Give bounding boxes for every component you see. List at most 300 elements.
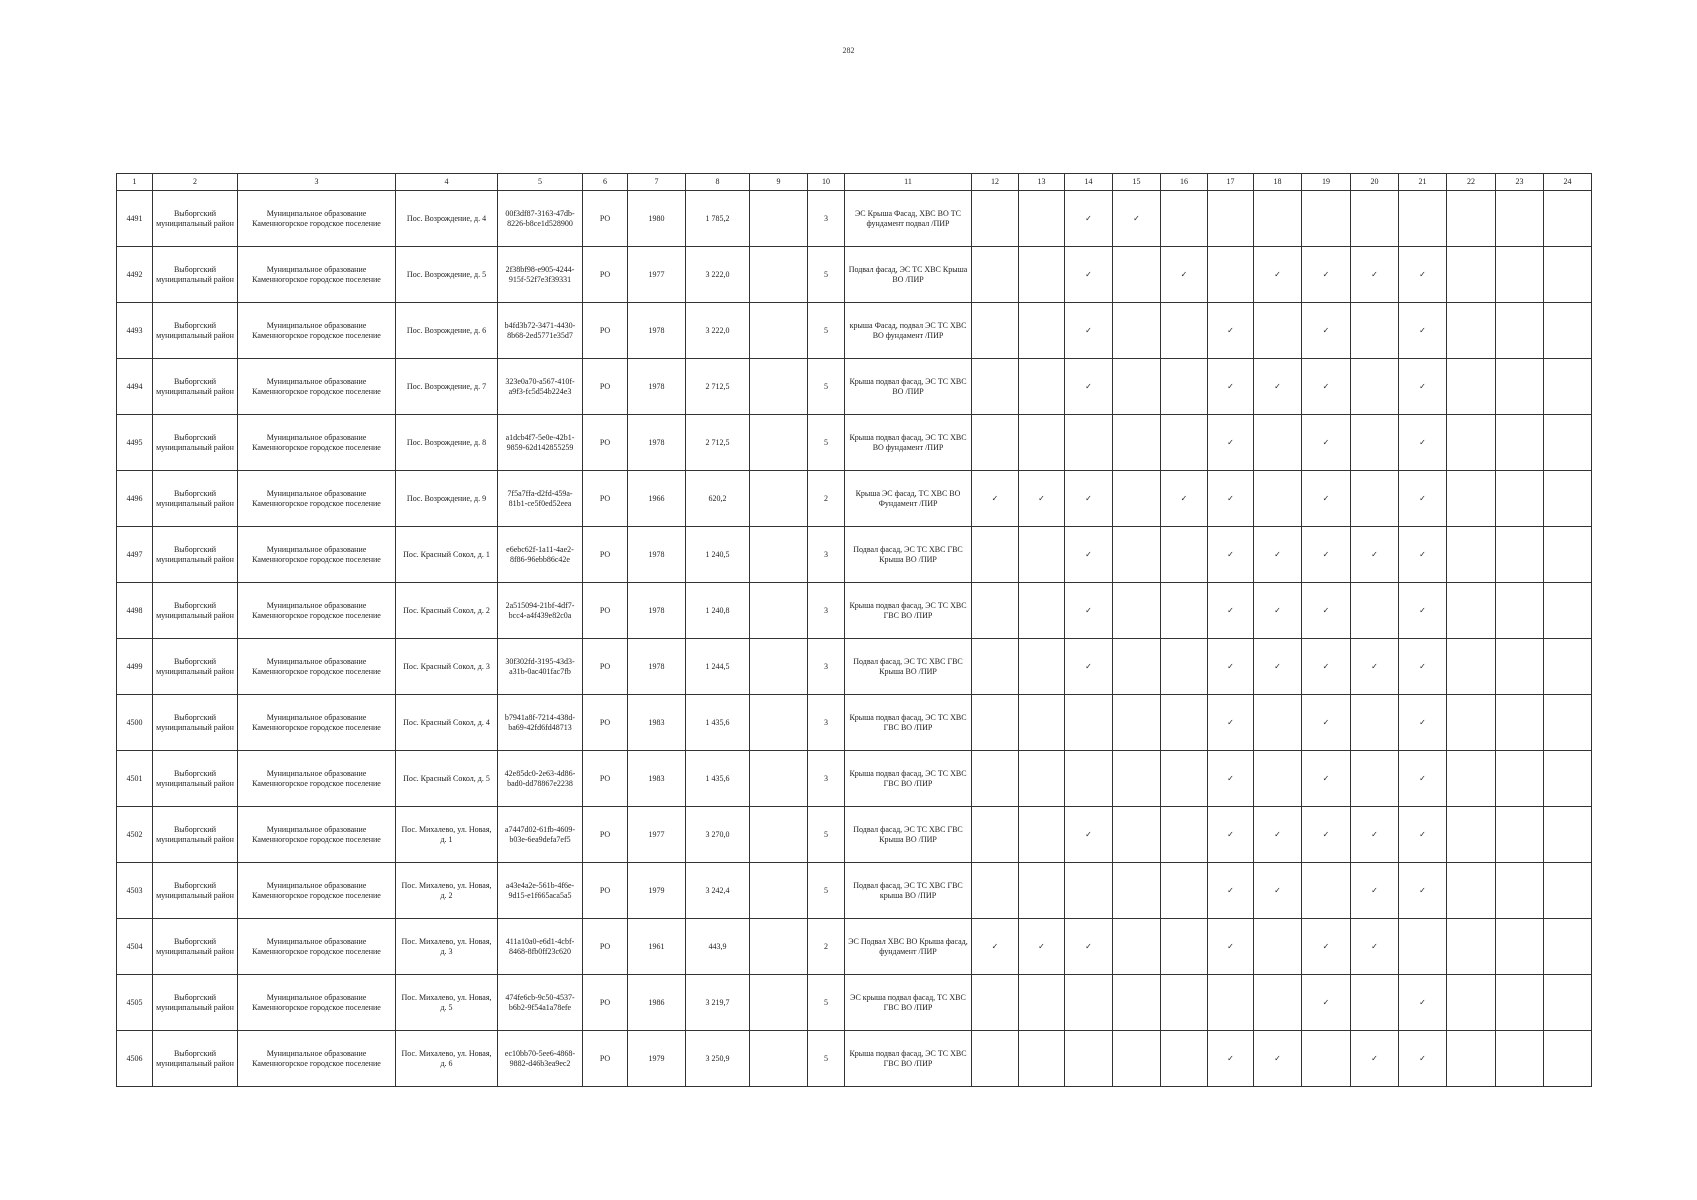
col9-cell	[750, 359, 808, 415]
guid-cell: 42e85dc0-2e63-4d86-bad0-dd78867e2238	[498, 751, 583, 807]
check-mark-icon: ✓	[1254, 639, 1302, 695]
empty-check-cell	[1254, 919, 1302, 975]
check-mark-icon: ✓	[1302, 471, 1351, 527]
empty-check-cell	[1161, 359, 1208, 415]
year-cell: 1961	[628, 919, 686, 975]
check-mark-icon: ✓	[1254, 863, 1302, 919]
floors-cell: 3	[808, 527, 845, 583]
check-mark-icon: ✓	[1351, 1031, 1399, 1087]
empty-check-cell	[1161, 527, 1208, 583]
row-number: 4506	[117, 1031, 153, 1087]
empty-check-cell	[1544, 919, 1592, 975]
empty-check-cell	[972, 1031, 1019, 1087]
col9-cell	[750, 415, 808, 471]
check-mark-icon: ✓	[1302, 527, 1351, 583]
table-row	[117, 191, 1592, 247]
row-number: 4503	[117, 863, 153, 919]
empty-check-cell	[1351, 191, 1399, 247]
empty-check-cell	[1447, 975, 1496, 1031]
empty-check-cell	[1019, 415, 1065, 471]
municipality-cell: Муниципальное образование Каменногорское городское поселение	[238, 415, 396, 471]
empty-check-cell	[1302, 191, 1351, 247]
row-number: 4493	[117, 303, 153, 359]
column-header: 11	[845, 174, 972, 191]
empty-check-cell	[1254, 751, 1302, 807]
check-mark-icon: ✓	[1065, 247, 1113, 303]
table-row	[117, 359, 1592, 415]
year-cell: 1979	[628, 1031, 686, 1087]
year-cell: 1980	[628, 191, 686, 247]
guid-cell: b4fd3b72-3471-4430-8b68-2ed5771e35d7	[498, 303, 583, 359]
empty-check-cell	[1496, 807, 1544, 863]
floors-cell: 2	[808, 471, 845, 527]
empty-check-cell	[1019, 863, 1065, 919]
table-row	[117, 471, 1592, 527]
empty-check-cell	[1065, 695, 1113, 751]
form-cell: РО	[583, 639, 628, 695]
check-mark-icon: ✓	[1208, 919, 1254, 975]
column-header: 20	[1351, 174, 1399, 191]
address-cell: Пос. Возрождение, д. 8	[396, 415, 498, 471]
district-cell: Выборгский муниципальный район	[153, 807, 238, 863]
area-cell: 1 240,5	[686, 527, 750, 583]
empty-check-cell	[1399, 191, 1447, 247]
address-cell: Пос. Красный Сокол, д. 4	[396, 695, 498, 751]
table-row	[117, 247, 1592, 303]
empty-check-cell	[1496, 975, 1544, 1031]
column-header: 7	[628, 174, 686, 191]
empty-check-cell	[1019, 583, 1065, 639]
check-mark-icon: ✓	[1208, 807, 1254, 863]
col9-cell	[750, 975, 808, 1031]
empty-check-cell	[1351, 695, 1399, 751]
year-cell: 1983	[628, 695, 686, 751]
check-mark-icon: ✓	[1254, 1031, 1302, 1087]
area-cell: 3 270,0	[686, 807, 750, 863]
area-cell: 1 435,6	[686, 751, 750, 807]
col9-cell	[750, 695, 808, 751]
guid-cell: 30f302fd-3195-43d3-a31b-0ac401fac7fb	[498, 639, 583, 695]
col9-cell	[750, 807, 808, 863]
check-mark-icon: ✓	[1065, 359, 1113, 415]
district-cell: Выборгский муниципальный район	[153, 303, 238, 359]
empty-check-cell	[1065, 975, 1113, 1031]
empty-check-cell	[1113, 639, 1161, 695]
column-header: 6	[583, 174, 628, 191]
empty-check-cell	[972, 191, 1019, 247]
empty-check-cell	[1254, 471, 1302, 527]
empty-check-cell	[1254, 975, 1302, 1031]
empty-check-cell	[1208, 191, 1254, 247]
empty-check-cell	[1496, 527, 1544, 583]
address-cell: Пос. Михалево, ул. Новая, д. 1	[396, 807, 498, 863]
row-number: 4491	[117, 191, 153, 247]
check-mark-icon: ✓	[1208, 695, 1254, 751]
column-header: 13	[1019, 174, 1065, 191]
year-cell: 1978	[628, 415, 686, 471]
area-cell: 1 244,5	[686, 639, 750, 695]
check-mark-icon: ✓	[1399, 359, 1447, 415]
check-mark-icon: ✓	[1161, 247, 1208, 303]
empty-check-cell	[1254, 695, 1302, 751]
works-cell: Подвал фасад, ЭС ТС ХВС ГВС крыша ВО /ПИР	[845, 863, 972, 919]
empty-check-cell	[1065, 863, 1113, 919]
municipality-cell: Муниципальное образование Каменногорское городское поселение	[238, 975, 396, 1031]
address-cell: Пос. Возрождение, д. 7	[396, 359, 498, 415]
address-cell: Пос. Красный Сокол, д. 5	[396, 751, 498, 807]
empty-check-cell	[1161, 863, 1208, 919]
empty-check-cell	[1019, 247, 1065, 303]
address-cell: Пос. Возрождение, д. 6	[396, 303, 498, 359]
empty-check-cell	[1208, 975, 1254, 1031]
empty-check-cell	[1447, 695, 1496, 751]
table-row	[117, 751, 1592, 807]
empty-check-cell	[1113, 751, 1161, 807]
row-number: 4494	[117, 359, 153, 415]
empty-check-cell	[1544, 191, 1592, 247]
empty-check-cell	[1161, 1031, 1208, 1087]
empty-check-cell	[1447, 359, 1496, 415]
row-number: 4498	[117, 583, 153, 639]
empty-check-cell	[1544, 1031, 1592, 1087]
empty-check-cell	[1544, 583, 1592, 639]
empty-check-cell	[1208, 247, 1254, 303]
municipality-cell: Муниципальное образование Каменногорское городское поселение	[238, 583, 396, 639]
empty-check-cell	[1113, 247, 1161, 303]
district-cell: Выборгский муниципальный район	[153, 359, 238, 415]
check-mark-icon: ✓	[1208, 583, 1254, 639]
empty-check-cell	[972, 751, 1019, 807]
form-cell: РО	[583, 247, 628, 303]
address-cell: Пос. Михалево, ул. Новая, д. 6	[396, 1031, 498, 1087]
year-cell: 1979	[628, 863, 686, 919]
empty-check-cell	[1496, 415, 1544, 471]
empty-check-cell	[972, 863, 1019, 919]
works-cell: Подвал фасад, ЭС ТС ХВС ГВС Крыша ВО /ПИР	[845, 527, 972, 583]
municipality-cell: Муниципальное образование Каменногорское городское поселение	[238, 919, 396, 975]
empty-check-cell	[972, 695, 1019, 751]
check-mark-icon: ✓	[1065, 919, 1113, 975]
empty-check-cell	[1496, 1031, 1544, 1087]
col9-cell	[750, 527, 808, 583]
check-mark-icon: ✓	[1351, 527, 1399, 583]
check-mark-icon: ✓	[1399, 527, 1447, 583]
empty-check-cell	[1019, 807, 1065, 863]
district-cell: Выборгский муниципальный район	[153, 583, 238, 639]
empty-check-cell	[1113, 471, 1161, 527]
guid-cell: e6ebc62f-1a11-4ae2-8f86-96ebb86c42e	[498, 527, 583, 583]
table-row	[117, 1031, 1592, 1087]
check-mark-icon: ✓	[972, 471, 1019, 527]
year-cell: 1977	[628, 247, 686, 303]
district-cell: Выборгский муниципальный район	[153, 639, 238, 695]
floors-cell: 5	[808, 359, 845, 415]
empty-check-cell	[1161, 303, 1208, 359]
check-mark-icon: ✓	[1065, 191, 1113, 247]
floors-cell: 2	[808, 919, 845, 975]
housing-registry-table	[116, 173, 1592, 1087]
area-cell: 1 785,2	[686, 191, 750, 247]
empty-check-cell	[1161, 975, 1208, 1031]
table-row	[117, 695, 1592, 751]
empty-check-cell	[1019, 191, 1065, 247]
district-cell: Выборгский муниципальный район	[153, 527, 238, 583]
check-mark-icon: ✓	[1208, 751, 1254, 807]
check-mark-icon: ✓	[1399, 807, 1447, 863]
empty-check-cell	[1447, 191, 1496, 247]
municipality-cell: Муниципальное образование Каменногорское городское поселение	[238, 527, 396, 583]
row-number: 4504	[117, 919, 153, 975]
column-header: 1	[117, 174, 153, 191]
empty-check-cell	[1065, 751, 1113, 807]
address-cell: Пос. Возрождение, д. 9	[396, 471, 498, 527]
empty-check-cell	[1302, 863, 1351, 919]
col9-cell	[750, 247, 808, 303]
empty-check-cell	[1447, 863, 1496, 919]
check-mark-icon: ✓	[1302, 359, 1351, 415]
area-cell: 1 435,6	[686, 695, 750, 751]
empty-check-cell	[1161, 751, 1208, 807]
form-cell: РО	[583, 583, 628, 639]
check-mark-icon: ✓	[1065, 639, 1113, 695]
floors-cell: 3	[808, 639, 845, 695]
check-mark-icon: ✓	[1399, 695, 1447, 751]
col9-cell	[750, 639, 808, 695]
municipality-cell: Муниципальное образование Каменногорское городское поселение	[238, 191, 396, 247]
works-cell: Подвал фасад, ЭС ТС ХВС ГВС Крыша ВО /ПИР	[845, 639, 972, 695]
check-mark-icon: ✓	[1351, 807, 1399, 863]
empty-check-cell	[1496, 471, 1544, 527]
empty-check-cell	[1019, 1031, 1065, 1087]
check-mark-icon: ✓	[1254, 527, 1302, 583]
empty-check-cell	[1113, 975, 1161, 1031]
check-mark-icon: ✓	[1019, 471, 1065, 527]
check-mark-icon: ✓	[1302, 807, 1351, 863]
empty-check-cell	[1113, 863, 1161, 919]
empty-check-cell	[1161, 695, 1208, 751]
check-mark-icon: ✓	[972, 919, 1019, 975]
address-cell: Пос. Красный Сокол, д. 2	[396, 583, 498, 639]
empty-check-cell	[1113, 807, 1161, 863]
empty-check-cell	[1544, 639, 1592, 695]
form-cell: РО	[583, 303, 628, 359]
form-cell: РО	[583, 863, 628, 919]
check-mark-icon: ✓	[1302, 247, 1351, 303]
address-cell: Пос. Возрождение, д. 5	[396, 247, 498, 303]
form-cell: РО	[583, 415, 628, 471]
column-header: 19	[1302, 174, 1351, 191]
address-cell: Пос. Михалево, ул. Новая, д. 5	[396, 975, 498, 1031]
district-cell: Выборгский муниципальный район	[153, 975, 238, 1031]
empty-check-cell	[1019, 639, 1065, 695]
empty-check-cell	[1019, 359, 1065, 415]
empty-check-cell	[1019, 695, 1065, 751]
empty-check-cell	[1113, 415, 1161, 471]
col9-cell	[750, 191, 808, 247]
works-cell: Подвал фасад, ЭС ТС ХВС Крыша ВО /ПИР	[845, 247, 972, 303]
guid-cell: a1dcb4f7-5e0e-42b1-9859-62d142855259	[498, 415, 583, 471]
empty-check-cell	[1254, 415, 1302, 471]
check-mark-icon: ✓	[1399, 583, 1447, 639]
check-mark-icon: ✓	[1302, 975, 1351, 1031]
area-cell: 443,9	[686, 919, 750, 975]
district-cell: Выборгский муниципальный район	[153, 471, 238, 527]
municipality-cell: Муниципальное образование Каменногорское городское поселение	[238, 695, 396, 751]
municipality-cell: Муниципальное образование Каменногорское городское поселение	[238, 471, 396, 527]
check-mark-icon: ✓	[1208, 1031, 1254, 1087]
district-cell: Выборгский муниципальный район	[153, 695, 238, 751]
empty-check-cell	[1019, 303, 1065, 359]
floors-cell: 5	[808, 863, 845, 919]
guid-cell: a43e4a2e-561b-4f6e-9d15-e1f665aca5a5	[498, 863, 583, 919]
empty-check-cell	[972, 583, 1019, 639]
empty-check-cell	[1544, 303, 1592, 359]
area-cell: 3 242,4	[686, 863, 750, 919]
row-number: 4502	[117, 807, 153, 863]
row-number: 4492	[117, 247, 153, 303]
works-cell: крыша Фасад, подвал ЭС ТС ХВС ВО фундамент /ПИР	[845, 303, 972, 359]
floors-cell: 5	[808, 807, 845, 863]
empty-check-cell	[1302, 1031, 1351, 1087]
table-row	[117, 303, 1592, 359]
form-cell: РО	[583, 919, 628, 975]
check-mark-icon: ✓	[1208, 359, 1254, 415]
row-number: 4500	[117, 695, 153, 751]
empty-check-cell	[1351, 751, 1399, 807]
empty-check-cell	[1544, 359, 1592, 415]
works-cell: Крыша подвал фасад, ЭС ТС ХВС ГВС ВО /ПИР	[845, 751, 972, 807]
works-cell: Крыша подвал фасад, ЭС ТС ХВС ГВС ВО /ПИР	[845, 1031, 972, 1087]
check-mark-icon: ✓	[1399, 639, 1447, 695]
check-mark-icon: ✓	[1208, 415, 1254, 471]
works-cell: ЭС крыша подвал фасад, ТС ХВС ГВС ВО /ПИР	[845, 975, 972, 1031]
header-row	[117, 174, 1592, 191]
column-header: 5	[498, 174, 583, 191]
column-header: 9	[750, 174, 808, 191]
table-row	[117, 639, 1592, 695]
table-row	[117, 975, 1592, 1031]
empty-check-cell	[972, 303, 1019, 359]
municipality-cell: Муниципальное образование Каменногорское городское поселение	[238, 359, 396, 415]
row-number: 4497	[117, 527, 153, 583]
district-cell: Выборгский муниципальный район	[153, 1031, 238, 1087]
floors-cell: 5	[808, 247, 845, 303]
municipality-cell: Муниципальное образование Каменногорское городское поселение	[238, 247, 396, 303]
empty-check-cell	[1447, 471, 1496, 527]
empty-check-cell	[1351, 471, 1399, 527]
empty-check-cell	[1351, 583, 1399, 639]
empty-check-cell	[1496, 191, 1544, 247]
year-cell: 1978	[628, 583, 686, 639]
check-mark-icon: ✓	[1113, 191, 1161, 247]
empty-check-cell	[1161, 583, 1208, 639]
works-cell: Крыша подвал фасад, ЭС ТС ХВС ВО /ПИР	[845, 359, 972, 415]
form-cell: РО	[583, 359, 628, 415]
table-row	[117, 807, 1592, 863]
col9-cell	[750, 919, 808, 975]
empty-check-cell	[1496, 247, 1544, 303]
empty-check-cell	[1161, 639, 1208, 695]
municipality-cell: Муниципальное образование Каменногорское городское поселение	[238, 303, 396, 359]
check-mark-icon: ✓	[1302, 919, 1351, 975]
check-mark-icon: ✓	[1254, 583, 1302, 639]
empty-check-cell	[1544, 527, 1592, 583]
empty-check-cell	[1113, 527, 1161, 583]
floors-cell: 5	[808, 303, 845, 359]
col9-cell	[750, 863, 808, 919]
check-mark-icon: ✓	[1254, 247, 1302, 303]
empty-check-cell	[1544, 247, 1592, 303]
guid-cell: 474fe6cb-9c50-4537-b6b2-9f54a1a78efe	[498, 975, 583, 1031]
empty-check-cell	[1496, 751, 1544, 807]
empty-check-cell	[1447, 247, 1496, 303]
row-number: 4505	[117, 975, 153, 1031]
municipality-cell: Муниципальное образование Каменногорское городское поселение	[238, 807, 396, 863]
form-cell: РО	[583, 751, 628, 807]
check-mark-icon: ✓	[1302, 695, 1351, 751]
floors-cell: 3	[808, 695, 845, 751]
empty-check-cell	[1254, 303, 1302, 359]
empty-check-cell	[1496, 359, 1544, 415]
check-mark-icon: ✓	[1399, 1031, 1447, 1087]
row-number: 4499	[117, 639, 153, 695]
works-cell: ЭС Подвал ХВС ВО Крыша фасад, фундамент /ПИР	[845, 919, 972, 975]
empty-check-cell	[1447, 303, 1496, 359]
empty-check-cell	[1113, 1031, 1161, 1087]
empty-check-cell	[972, 639, 1019, 695]
column-header: 24	[1544, 174, 1592, 191]
table-row	[117, 863, 1592, 919]
year-cell: 1986	[628, 975, 686, 1031]
form-cell: РО	[583, 1031, 628, 1087]
empty-check-cell	[1161, 415, 1208, 471]
empty-check-cell	[1161, 191, 1208, 247]
column-header: 18	[1254, 174, 1302, 191]
check-mark-icon: ✓	[1399, 303, 1447, 359]
table-row	[117, 583, 1592, 639]
empty-check-cell	[1065, 1031, 1113, 1087]
empty-check-cell	[1113, 919, 1161, 975]
empty-check-cell	[972, 247, 1019, 303]
empty-check-cell	[1447, 919, 1496, 975]
empty-check-cell	[1447, 527, 1496, 583]
address-cell: Пос. Красный Сокол, д. 3	[396, 639, 498, 695]
municipality-cell: Муниципальное образование Каменногорское городское поселение	[238, 863, 396, 919]
area-cell: 2 712,5	[686, 359, 750, 415]
page-number: 282	[842, 46, 855, 55]
guid-cell: ec10bb70-5ee6-4868-9882-d46b3ea9ec2	[498, 1031, 583, 1087]
empty-check-cell	[1447, 751, 1496, 807]
check-mark-icon: ✓	[1302, 639, 1351, 695]
check-mark-icon: ✓	[1065, 303, 1113, 359]
empty-check-cell	[1544, 751, 1592, 807]
col9-cell	[750, 1031, 808, 1087]
check-mark-icon: ✓	[1302, 303, 1351, 359]
floors-cell: 3	[808, 583, 845, 639]
empty-check-cell	[1447, 807, 1496, 863]
empty-check-cell	[1496, 919, 1544, 975]
check-mark-icon: ✓	[1254, 359, 1302, 415]
column-header: 23	[1496, 174, 1544, 191]
empty-check-cell	[1113, 303, 1161, 359]
guid-cell: a7447d02-61fb-4609-b03e-6ea9defa7ef5	[498, 807, 583, 863]
column-header: 17	[1208, 174, 1254, 191]
table-row	[117, 919, 1592, 975]
check-mark-icon: ✓	[1254, 807, 1302, 863]
empty-check-cell	[972, 975, 1019, 1031]
form-cell: РО	[583, 695, 628, 751]
empty-check-cell	[1113, 359, 1161, 415]
